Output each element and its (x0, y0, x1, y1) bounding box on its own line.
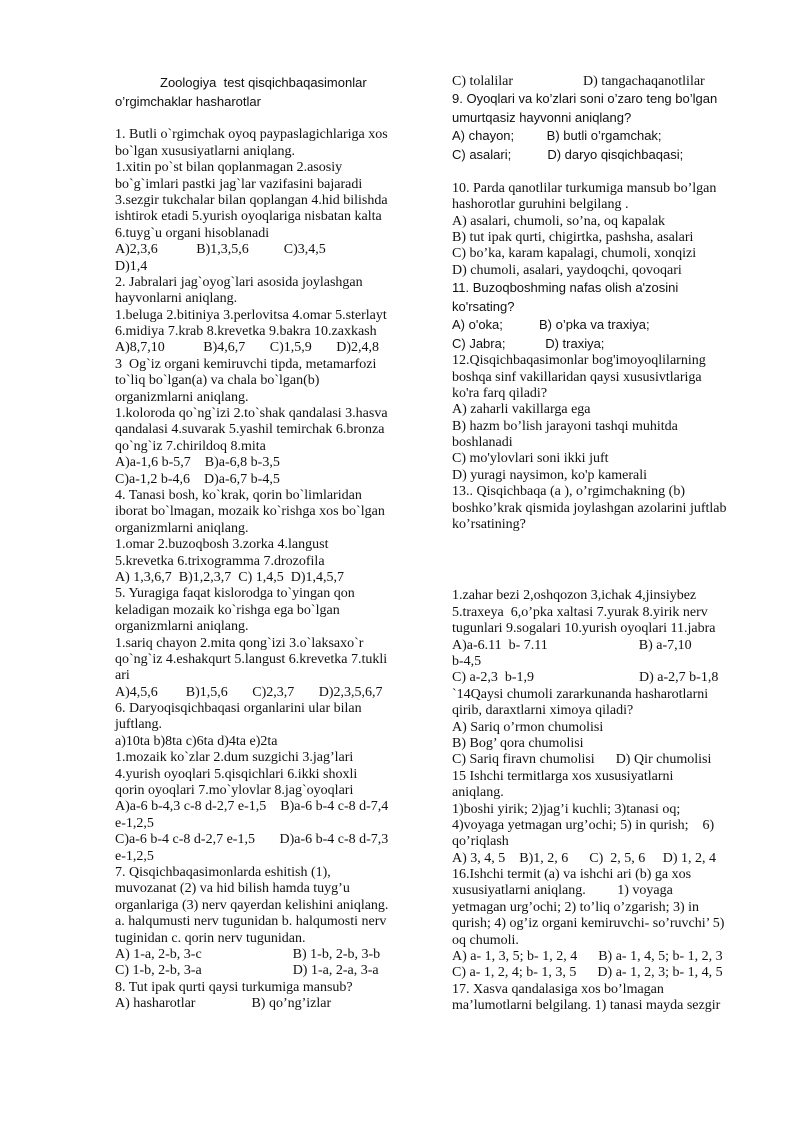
left-column-text-line: tuginidan c. qorin nerv tugunidan. (115, 930, 306, 946)
left-column-text-line: bo`lgan xususiyatlarni aniqlang. (115, 143, 296, 159)
left-column-text-line: A) hasharotlar B) qo’ng’izlar (115, 996, 332, 1012)
right-column-text-line: qurish; 4) og’iz organi kemiruvchi- so’ruvchi’ 5) (452, 916, 725, 932)
left-column-text-line: 3.sezgir tukchalar bilan qoplangan 4.hid bilishda (115, 192, 388, 208)
left-column-text-line: 1.koloroda qo`ng`izi 2.to`shak qandalasi 3.hasva (115, 406, 388, 422)
left-column-text-line: qorin oyoqlari 7.mo`ylovlar 8.jag`oyoqlari (115, 783, 354, 799)
title-line-1: Zoologiya test qisqichbaqasimonlar (160, 75, 367, 90)
right-column-text-line: 10. Parda qanotlilar turkumiga mansub bo’lgan (452, 180, 717, 196)
right-column-text-line: C) mo'ylovlari soni ikki juft (452, 451, 609, 467)
right-column-text-line (452, 533, 752, 588)
left-column-text-line: C) 1-b, 2-b, 3-a D) 1-a, 2-a, 3-a (115, 963, 379, 979)
right-column-text-line: C) Sariq firavn chumolisi D) Qir chumolisi (452, 752, 712, 768)
left-column-text-line: 1.mozaik ko`zlar 2.dum suzgichi 3.jag’lari (115, 750, 354, 766)
right-column-text-line: A) a- 1, 3, 5; b- 1, 2, 4 B) a- 1, 4, 5; b- 1, 2, 3 (452, 949, 723, 965)
right-column-text-line: ma’lumotlarni belgilang. 1) tanasi mayda sezgir (452, 998, 721, 1014)
left-column-text-line: iborat bo`lmagan, mozaik ko`rishga xos bo`lgan (115, 504, 385, 520)
left-column-text-line: 6.midiya 7.krab 8.krevetka 9.bakra 10.zaxkash (115, 324, 377, 340)
left-column-text-line: muvozanat (2) va hid bilish hamda tuyg’u (115, 881, 350, 897)
right-column-text-line: aniqlang. (452, 785, 504, 801)
title-line-2: o’rgimchaklar hasharotlar (115, 93, 261, 109)
right-column-text-line: C) a-2,3 b-1,9 D) a-2,7 b-1,8 (452, 670, 719, 686)
left-column-text-line: A)4,5,6 B)1,5,6 C)2,3,7 D)2,3,5,6,7 (115, 684, 383, 700)
left-column-text-line: a)10ta b)8ta c)6ta d)4ta e)2ta (115, 733, 278, 749)
left-column-text-line: e-1,2,5 (115, 848, 154, 864)
left-column (115, 74, 415, 1012)
left-column-text-line: A) 1-a, 2-b, 3-c B) 1-b, 2-b, 3-b (115, 946, 381, 962)
right-column-text-line: qirib, daraxtlarni ximoya qiladi? (452, 703, 634, 719)
right-column-text-line: A) o'oka; B) o’pka va traxiya; (452, 317, 650, 333)
right-column-text-line: A) asalari, chumoli, so’na, oq kapalak (452, 213, 666, 229)
left-column-text-line: qo`ng`iz 4.eshakqurt 5.langust 6.krevetka 7.tukli (115, 651, 388, 667)
right-column-text-line: ko’rsatining? (452, 517, 526, 533)
left-column-text-line: 1.xitin po`st bilan qoplanmagan 2.asosiy (115, 160, 343, 176)
right-column-text-line: D) chumoli, asalari, yaydoqchi, qovoqari (452, 262, 682, 278)
left-column-text-line: A)2,3,6 B)1,3,5,6 C)3,4,5 (115, 242, 326, 258)
right-column-text-line: C) tolalilar D) tangachaqanotlilar (452, 74, 705, 89)
left-column-text-line: 7. Qisqichbaqasimonlarda eshitish (1), (115, 864, 331, 880)
right-column-text-line: B) Bog’ qora chumolisi (452, 735, 584, 751)
left-column-text-line: 4. Tanasi bosh, ko`krak, qorin bo`limlaridan (115, 487, 362, 503)
right-column-text-line: 1)boshi yirik; 2)jag’i kuchli; 3)tanasi oq; (452, 801, 681, 817)
right-column-text-line: A) chayon; B) butli o’rgamchak; (452, 128, 662, 144)
left-column-text-line: juftlang. (115, 717, 163, 733)
left-column-text-line: ari (115, 668, 130, 684)
left-column-text-line: organizmlarni aniqlang. (115, 389, 249, 405)
right-column-text-line: A) Sariq o’rmon chumolisi (452, 719, 604, 735)
right-column (452, 74, 752, 1015)
right-column-text-line: 16.Ishchi termit (a) va ishchi ari (b) ga xos (452, 867, 692, 883)
left-column-text-line: bo`g`imlari pastki jag`lar vazifasini bajaradi (115, 176, 363, 192)
left-column-text-line: 5.krevetka 6.trixogramma 7.drozofila (115, 553, 325, 569)
right-column-text-line: hashorotlar guruhini belgilang . (452, 197, 629, 213)
left-column-text-line: 6. Daryoqisqichbaqasi organlarini ular bilan (115, 701, 362, 717)
right-column-text-line: A) 3, 4, 5 B)1, 2, 6 C) 2, 5, 6 D) 1, 2, 4 (452, 850, 717, 866)
left-column-text-line: organlariga (3) nerv qayerdan kelishini aniqlang. (115, 897, 389, 913)
right-column-text-line: A)a-6.11 b- 7.11 B) a-7,10 (452, 637, 692, 653)
right-column-text-line: oq chumoli. (452, 932, 519, 948)
right-column-text-line: boshko’krak qismida joylashgan azolarini juftlab (452, 500, 727, 516)
left-column-text-line: 2. Jabralari jag`oyog`lari asosida joylashgan (115, 274, 363, 290)
left-column-text-line: 8. Tut ipak qurti qaysi turkumiga mansub? (115, 979, 353, 995)
right-column-text-line: C) Jabra; D) traxiya; (452, 335, 605, 351)
left-column-text-line: A)a-6 b-4,3 c-8 d-2,7 e-1,5 B)a-6 b-4 c-8 d-7,4 (115, 799, 389, 815)
right-column-text-line: ko'ra farq qiladi? (452, 385, 548, 401)
right-column-text-line: umurtqasiz hayvonni aniqlang? (452, 109, 632, 125)
left-column-text-line: C)a-1,2 b-4,6 D)a-6,7 b-4,5 (115, 471, 280, 487)
left-column-text-line: 4.yurish oyoqlari 5.qisqichlari 6.ikki shoxli (115, 766, 358, 782)
right-column-text-line: C) bo’ka, karam kapalagi, chumoli, xonqizi (452, 246, 697, 262)
left-column-text-line: A)a-1,6 b-5,7 B)a-6,8 b-3,5 (115, 455, 280, 471)
right-column-text-line: qo’riqlash (452, 834, 509, 850)
left-column-text-line: 5. Yuragiga faqat kislorodga to`yingan qon (115, 586, 355, 602)
right-column-text-line: boshlanadi (452, 435, 513, 451)
left-column-text-line: 1. Butli o`rgimchak oyoq paypaslagichlariga xos (115, 127, 388, 143)
left-column-text-line (115, 111, 415, 127)
left-column-text-line: organizmlarni aniqlang. (115, 520, 249, 536)
right-column-text-line: 11. Buzoqboshming nafas olish a'zosini (452, 280, 679, 296)
right-column-text-line: 1.zahar bezi 2,oshqozon 3,ichak 4,jinsiybez (452, 588, 697, 604)
right-column-text-line: 9. Oyoqlari va ko’zlari soni o’zaro teng bo’lgan (452, 91, 718, 107)
right-column-text-line: C) a- 1, 2, 4; b- 1, 3, 5 D) a- 1, 2, 3; b- 1, 4, 5 (452, 965, 723, 981)
right-column-text-line: 5.traxeya 6,o’pka xaltasi 7.yurak 8.yirik nerv (452, 604, 708, 620)
left-column-text-line: to`liq bo`lgan(a) va chala bo`lgan(b) (115, 373, 320, 389)
left-column-text-line: hayvonlarni aniqlang. (115, 291, 238, 307)
right-column-text-line: yetmagan urg’ochi; 2) to’liq o’zgarish; 3) in (452, 899, 700, 915)
left-column-text-line: 1.omar 2.buzoqbosh 3.zorka 4.langust (115, 537, 329, 553)
left-column-text-line: qo`ng`iz 7.chirildoq 8.mita (115, 438, 266, 454)
right-column-text-line: `14Qaysi chumoli zararkunanda hasharotlarni (452, 686, 709, 702)
left-column-text-line: ishtirok etadi 5.yurish oyoqlariga nisbatan kalta (115, 209, 382, 225)
right-column-text-line (452, 164, 752, 180)
right-column-text-line: 13.. Qisqichbaqa (a ), o’rgimchakning (b) (452, 484, 686, 500)
right-column-text-line: b-4,5 (452, 653, 482, 669)
right-column-text-line: D) yuragi naysimon, ko'p kamerali (452, 467, 647, 483)
right-column-text-line: A) zaharli vakillarga ega (452, 402, 591, 418)
left-column-text-line: 3 Og`iz organi kemiruvchi tipda, metamarfozi (115, 356, 377, 372)
left-column-text-line: C)a-6 b-4 c-8 d-2,7 e-1,5 D)a-6 b-4 c-8 d-7,3 (115, 832, 389, 848)
right-column-text-line: ko'rsating? (452, 298, 515, 314)
right-column-text-line: C) asalari; D) daryo qisqichbaqasi; (452, 146, 684, 162)
right-column-text-line: xususiyatlarni aniqlang. 1) voyaga (452, 883, 673, 899)
right-column-text-line: 15 Ishchi termitlarga xos xususiyatlarni (452, 768, 674, 784)
left-column-text-line: 1.beluga 2.bitiniya 3.perlovitsa 4.omar 5.sterlayt (115, 307, 387, 323)
right-column-text-line: boshqa sinf vakillaridan qaysi xususivtlariga (452, 369, 702, 385)
left-column-text-line: qandalasi 4.suvarak 5.yashil temirchak 6.bronza (115, 422, 385, 438)
right-column-text-line: 12.Qisqichbaqasimonlar bog'imoyoqlilarning (452, 353, 706, 369)
left-column-text-line: D)1,4 (115, 258, 148, 274)
right-column-text-line: 4)voyaga yetmagan urg’ochi; 5) in qurish; 6) (452, 817, 715, 833)
right-column-text-line: B) tut ipak qurti, chigirtka, pashsha, asalari (452, 229, 694, 245)
right-column-text-line: B) hazm bo’lish jarayoni tashqi muhitda (452, 418, 678, 434)
left-column-text-line: a. halqumusti nerv tugunidan b. halqumosti nerv (115, 914, 387, 930)
left-column-text-line: A)8,7,10 B)4,6,7 C)1,5,9 D)2,4,8 (115, 340, 380, 356)
left-column-text-line: organizmlarni aniqlang. (115, 619, 249, 635)
left-column-text-line: A) 1,3,6,7 B)1,2,3,7 C) 1,4,5 D)1,4,5,7 (115, 569, 345, 585)
left-column-text-line: keladigan mozaik ko`rishga ega bo`lgan (115, 602, 340, 618)
right-column-text-line: tugunlari 9.sogalari 10.yurish oyoqlari 11.jabra (452, 621, 716, 637)
left-column-text-line: e-1,2,5 (115, 815, 154, 831)
left-column-text-line: 1.sariq chayon 2.mita qong`izi 3.o`laksaxo`r (115, 635, 364, 651)
left-column-text-line: 6.tuyg`u organi hisoblanadi (115, 225, 270, 241)
right-column-text-line: 17. Xasva qandalasiga xos bo’lmagan (452, 981, 664, 997)
